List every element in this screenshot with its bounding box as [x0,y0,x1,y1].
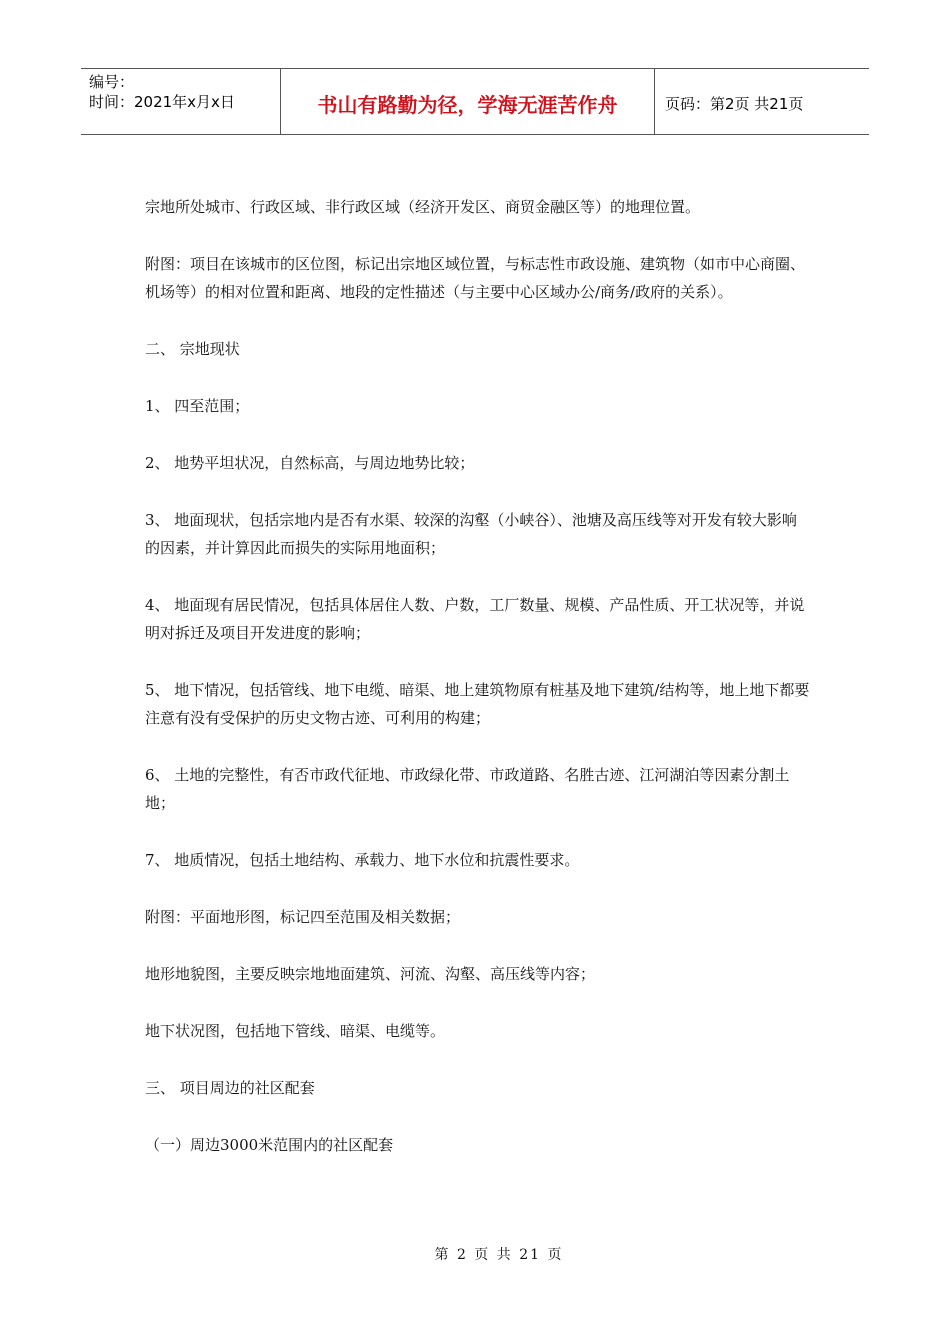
paragraph: 附图：平面地形图，标记四至范围及相关数据； [145,908,461,926]
header-meta-cell [81,69,281,134]
list-item: 4、 地面现有居民情况，包括具体居住人数、户数，工厂数量、规模、产品性质、开工状况等，并说明对拆迁及项目开发进度的影响； [145,596,805,642]
paragraph: 附图：项目在该城市的区位图，标记出宗地区域位置，与标志性市政设施、建筑物（如市中心商圈、机场等）的相对位置和距离、地段的定性描述（与主要中心区域办公/商务/政府的关系）。 [145,255,806,301]
page-header [81,68,869,135]
section-heading: 三、 项目周边的社区配套 [145,1079,315,1097]
header-page-info: 页码：第2页 共21页 [665,95,804,113]
paragraph: 地形地貌图，主要反映宗地地面建筑、河流、沟壑、高压线等内容； [145,965,596,983]
paragraph: 宗地所处城市、行政区域、非行政区域（经济开发区、商贸金融区等）的地理位置。 [145,198,701,216]
header-motto: 书山有路勤为径，学海无涯苦作舟 [281,69,655,134]
list-item: 1、 四至范围； [145,397,250,415]
document-body [145,193,810,1159]
list-item: 2、 地势平坦状况，自然标高，与周边地势比较； [145,454,475,472]
list-item: 7、 地质情况，包括土地结构、承载力、地下水位和抗震性要求。 [145,851,580,869]
list-item: 3、 地面现状，包括宗地内是否有水渠、较深的沟壑（小峡谷）、池塘及高压线等对开发有较大影响的因素，并计算因此而损失的实际用地面积； [145,511,797,557]
list-item: 6、 土地的完整性，有否市政代征地、市政绿化带、市政道路、名胜古迹、江河湖泊等因素分割土地； [145,766,790,812]
list-item: 5、 地下情况，包括管线、地下电缆、暗渠、地上建筑物原有桩基及地下建筑/结构等，地上地下都要注意有没有受保护的历史文物古迹、可利用的构建； [145,681,810,727]
time-label: 时间：2021年x月x日 [89,93,235,111]
subsection-heading: （一）周边3000米范围内的社区配套 [145,1136,394,1154]
section-heading: 二、 宗地现状 [145,340,240,358]
doc-number-label: 编号： [89,73,135,91]
paragraph: 地下状况图，包括地下管线、暗渠、电缆等。 [145,1022,446,1040]
page-footer: 第 2 页 共 21 页 [434,1247,564,1263]
